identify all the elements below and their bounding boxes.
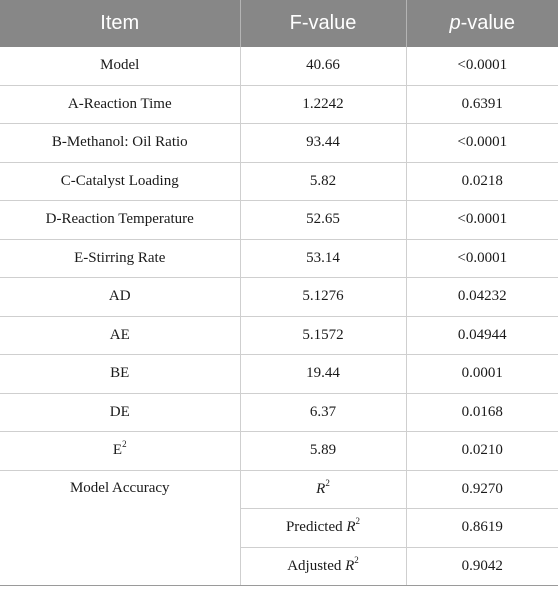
row-p-value: <0.0001 — [406, 124, 558, 163]
header-row — [0, 0, 558, 47]
table-row — [0, 201, 558, 240]
table-row — [0, 432, 558, 471]
header-p-suffix: -value — [460, 12, 516, 34]
row-f-value: 5.1572 — [240, 316, 406, 355]
accuracy-metric — [240, 470, 406, 509]
accuracy-metric — [240, 509, 406, 548]
row-f-value: 1.2242 — [240, 85, 406, 124]
table-row — [0, 85, 558, 124]
accuracy-metric-symbol: R — [316, 480, 326, 497]
accuracy-metric-prefix: Predicted — [285, 519, 347, 536]
table-row — [0, 162, 558, 201]
row-f-value: 53.14 — [240, 239, 406, 278]
row-p-value: 0.04944 — [406, 316, 558, 355]
row-p-value: <0.0001 — [406, 47, 558, 85]
row-item: AD — [0, 278, 240, 317]
table-row — [0, 47, 558, 85]
model-accuracy-label: Model Accuracy — [0, 470, 240, 586]
row-item: D-Reaction Temperature — [0, 201, 240, 240]
row-p-value: 0.0218 — [406, 162, 558, 201]
row-p-value: 0.0168 — [406, 393, 558, 432]
accuracy-metric-symbol: R — [345, 557, 355, 574]
table-row — [0, 316, 558, 355]
row-item: BE — [0, 355, 240, 394]
row-item: Model — [0, 47, 240, 85]
row-item-superscript: 2 — [122, 439, 127, 450]
header-f-value: F-value — [240, 0, 406, 47]
row-f-value: 5.82 — [240, 162, 406, 201]
table-body — [0, 47, 558, 586]
table-row — [0, 239, 558, 278]
row-f-value: 19.44 — [240, 355, 406, 394]
row-item-base: E — [112, 442, 123, 459]
row-item: B-Methanol: Oil Ratio — [0, 124, 240, 163]
row-f-value: 5.1276 — [240, 278, 406, 317]
row-item: E-Stirring Rate — [0, 239, 240, 278]
table-row — [0, 124, 558, 163]
row-p-value: 0.0001 — [406, 355, 558, 394]
row-item: DE — [0, 393, 240, 432]
accuracy-metric — [240, 547, 406, 586]
header-p-value — [406, 0, 558, 47]
table-header — [0, 0, 558, 47]
row-f-value: 52.65 — [240, 201, 406, 240]
accuracy-metric-superscript: 2 — [354, 554, 359, 565]
row-item: AE — [0, 316, 240, 355]
row-p-value: 0.0210 — [406, 432, 558, 471]
accuracy-value: 0.9270 — [406, 470, 558, 509]
header-item: Item — [0, 0, 240, 47]
accuracy-row — [0, 470, 558, 509]
table-row — [0, 393, 558, 432]
row-f-value: 40.66 — [240, 47, 406, 85]
table-row — [0, 278, 558, 317]
accuracy-value: 0.9042 — [406, 547, 558, 586]
row-f-value: 5.89 — [240, 432, 406, 471]
row-item: A-Reaction Time — [0, 85, 240, 124]
row-p-value: <0.0001 — [406, 201, 558, 240]
row-f-value: 93.44 — [240, 124, 406, 163]
row-p-value: 0.04232 — [406, 278, 558, 317]
accuracy-metric-superscript: 2 — [325, 477, 330, 488]
accuracy-metric-superscript: 2 — [355, 516, 361, 527]
row-item: C-Catalyst Loading — [0, 162, 240, 201]
accuracy-metric-prefix: Adjusted — [287, 557, 346, 574]
row-item — [0, 432, 240, 471]
row-f-value: 6.37 — [240, 393, 406, 432]
row-p-value: 0.6391 — [406, 85, 558, 124]
accuracy-value: 0.8619 — [406, 509, 558, 548]
header-p-italic: p — [449, 12, 461, 34]
table-row — [0, 355, 558, 394]
row-p-value: <0.0001 — [406, 239, 558, 278]
accuracy-metric-symbol: R — [346, 519, 356, 536]
